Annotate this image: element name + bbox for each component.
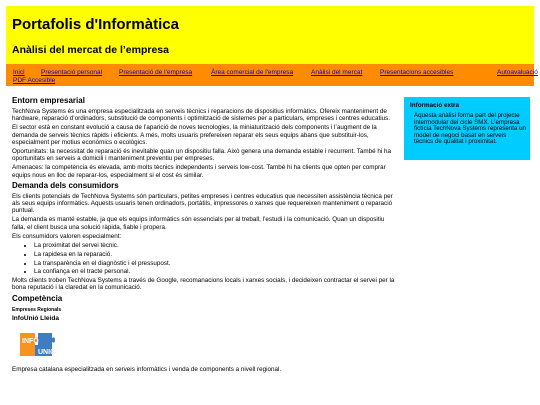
- sidebar-text: Aquesta anàlisi forma part del projecte intermodular del cicle SMX. L’empresa fictícia TechNova Systems representa un model de negoci basat en serveis tècnics de qualitat i proximitat.: [414, 112, 526, 146]
- valued-list: [12, 242, 396, 276]
- paragraph: El sector està en constant evolució a causa de l’aparició de noves tecnologies, la miniaturització dels components i l’augment de la demanda de serveis tècnics ràpids i eficients. A més, molts usuaris prefereixen reparar els seus equips abans que substituir-los, especialment per motius econòmics o ecològics.: [12, 124, 377, 146]
- puzzle-logo-icon: [18, 330, 62, 358]
- paragraph: Oportunitats: la necessitat de reparació és inevitable quan un dispositiu falla. Això genera una demanda estable i recurrent. També hi ha oportunitats en serveis a domicili i manteniment preventiu per empreses.: [12, 148, 391, 163]
- page-header: [6, 6, 534, 64]
- nav-link-pdf-accesible[interactable]: PDF Accesible: [13, 77, 56, 84]
- paragraph: Els clients potencials de TechNova Systems són particulars, petites empreses i centres educatius que necessiten assistència tècnica per als seus equips informàtics. Aquests usuaris tenen ordinadors, portàtils, impressores o xarxes que requereixen manteniment o reparació puntual.: [12, 192, 393, 215]
- subheading-empreses-regionals: Empreses Regionals: [12, 306, 62, 313]
- page-subtitle: Anàlisi del mercat de l’empresa: [12, 44, 169, 56]
- paragraph: La demanda es manté estable, ja que els equips informàtics són essencials per al treball, l’estudi i la comunicació. Quan un dispositiu falla, el client busca una solució ràpida, fiable i propera.: [12, 216, 385, 231]
- nav-link-inici[interactable]: Inici: [13, 69, 25, 76]
- paragraph: TechNova Systems és una empresa especialitzada en serveis tècnics i reparacions de dispositius informàtics. Ofereix manteniment de hardware, reparació d’ordinadors, substitució de components i optimització de sistemes per a particulars, empreses i centres educatius.: [12, 108, 390, 123]
- paragraph: Els consumidors valoren especialment:: [12, 232, 122, 240]
- infounio-logo: [18, 330, 62, 358]
- company-name: InfoUnió Lleida: [12, 314, 59, 322]
- logo-text-info: INFO: [22, 337, 39, 345]
- list-item: • La rapidesa en la reparació.: [34, 251, 396, 258]
- list-item: • La proximitat del servei tècnic.: [34, 242, 396, 249]
- nav-link-presentacio-empresa[interactable]: Presentació de l'empresa: [119, 69, 193, 76]
- site-title: Portafolis d'Informàtica: [12, 16, 179, 33]
- company-description: Empresa catalana especialitzada en serveis informàtics i venda de components a nivell regional.: [12, 365, 282, 373]
- paragraph: Molts clients troben TechNova Systems a través de Google, recomanacions locals i xarxes socials, i decideixen contractar el servei per la bona reputació i la claredat en la comunicació.: [12, 277, 395, 292]
- nav-link-presentacions-accesibles[interactable]: Presentacions accesibles: [380, 69, 454, 76]
- paragraph: Amenaces: la competència és elevada, amb molts tècnics independents i serveis low-cost. També hi ha clients que opten per comprar equips nous en lloc de reparar-los, especialment si el cost és similar.: [12, 164, 386, 179]
- section-title-competencia: Competència: [12, 293, 63, 303]
- list-item: • La confiança en el tracte personal.: [34, 268, 396, 275]
- section-entorn-empresarial: [12, 96, 396, 179]
- section-title-demanda: Demanda dels consumidors: [12, 180, 119, 190]
- nav-link-analisi-mercat[interactable]: Anàlisi del mercat: [311, 69, 363, 76]
- nav-link-area-comercial[interactable]: Àrea comercial de l'empresa: [211, 69, 294, 76]
- nav-link-presentacio-personal[interactable]: Presentació personal: [41, 69, 103, 76]
- nav-link-autoavaluacio[interactable]: Autoavaluació: [497, 69, 538, 76]
- section-title-entorn: Entorn empresarial: [12, 96, 85, 105]
- list-item: • La transparència en el diagnòstic i el pressupost.: [34, 260, 396, 267]
- logo-text-unio: UNIÓ: [38, 348, 56, 356]
- main-content: [12, 96, 396, 375]
- info-sidebar: [404, 97, 530, 160]
- section-demanda: [12, 181, 396, 292]
- section-competencia: [12, 294, 396, 373]
- sidebar-title: Informació extra: [410, 102, 459, 109]
- main-nav: [6, 64, 538, 86]
